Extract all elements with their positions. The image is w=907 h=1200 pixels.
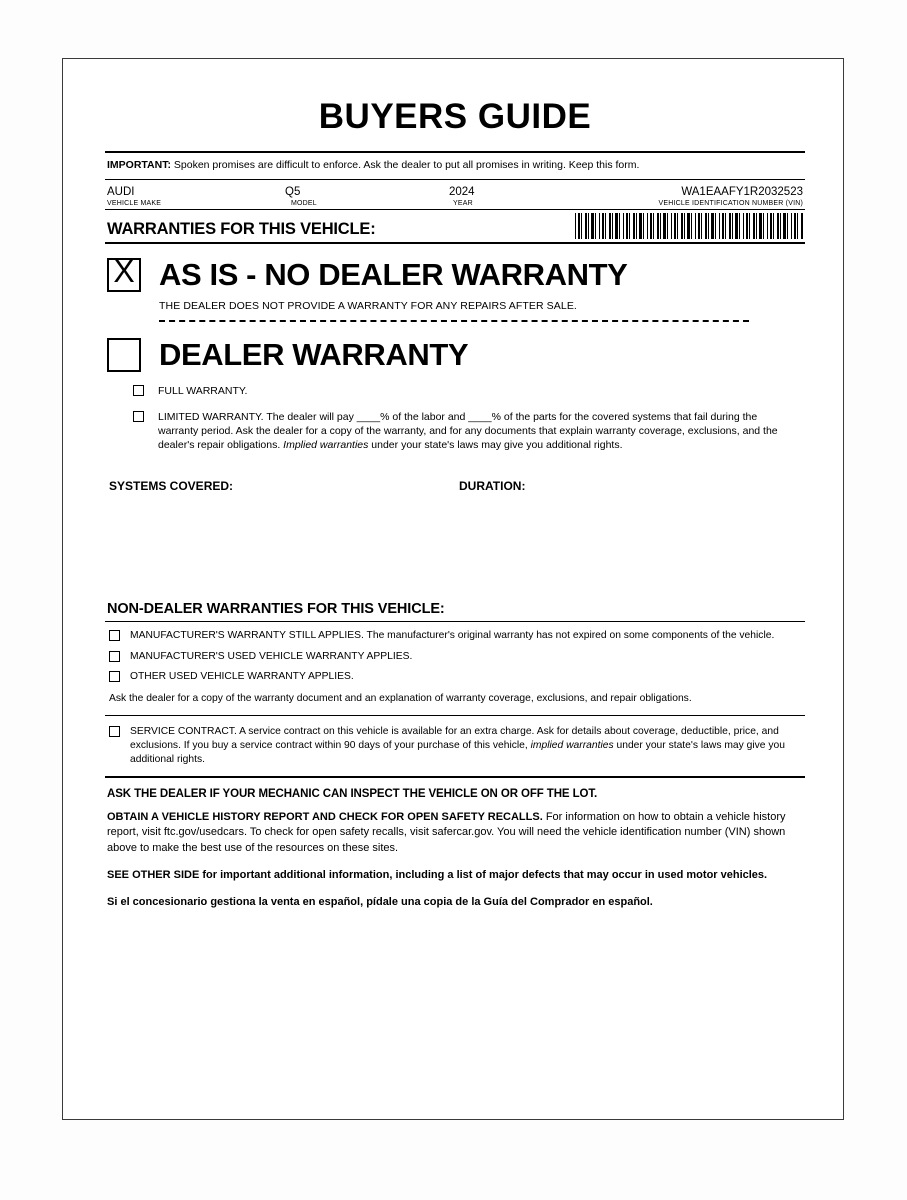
non-dealer-note: Ask the dealer for a copy of the warranty document and an explanation of warranty coverage, exclusions, and repair obligations. — [109, 693, 692, 705]
divider-above-footer — [105, 776, 805, 778]
non-dealer-heading: NON-DEALER WARRANTIES FOR THIS VEHICLE: — [107, 600, 445, 617]
vehicle-info-row — [105, 180, 805, 208]
non-dealer-item-row — [109, 629, 805, 643]
as-is-checkbox[interactable] — [107, 252, 141, 292]
divider-above-service-contract — [105, 715, 805, 716]
vehicle-model-value: Q5 — [285, 185, 301, 198]
vehicle-make-value: AUDI — [107, 185, 135, 198]
service-contract-checkbox[interactable] — [109, 726, 120, 737]
important-label: IMPORTANT: — [107, 159, 171, 171]
form-content — [105, 97, 805, 911]
dashed-separator — [159, 320, 749, 322]
service-contract-label — [130, 725, 795, 767]
important-notice — [105, 153, 805, 179]
vehicle-model-field — [267, 186, 435, 208]
manufacturer-warranty-label: MANUFACTURER'S WARRANTY STILL APPLIES. The manufacturer's original warranty has not expired on some components of the vehicle. — [130, 629, 775, 641]
as-is-check-mark: X — [113, 252, 135, 289]
vehicle-year-label: YEAR — [453, 200, 473, 208]
other-used-warranty-label: OTHER USED VEHICLE WARRANTY APPLIES. — [130, 671, 354, 683]
as-is-subtext: THE DEALER DOES NOT PROVIDE A WARRANTY FOR ANY REPAIRS AFTER SALE. — [159, 299, 577, 312]
limited-warranty-tail: under your state's laws may give you additional rights. — [368, 439, 623, 452]
non-dealer-item-row — [109, 670, 805, 684]
manufacturer-warranty-checkbox[interactable] — [109, 630, 120, 641]
history-report-notice — [107, 810, 803, 856]
limited-warranty-italic: Implied warranties — [283, 439, 369, 452]
inspect-notice: ASK THE DEALER IF YOUR MECHANIC CAN INSPECT THE VEHICLE ON OR OFF THE LOT. — [107, 787, 598, 800]
limited-warranty-row — [133, 410, 805, 453]
non-dealer-item-row — [109, 650, 805, 664]
service-contract-text: SERVICE CONTRACT. A service contract on this vehicle is available for an extra charge. Ask for details about coverage, deductible, price, and exclusions. If you buy a service contract within 90 days of your purchase of this vehicle, — [130, 726, 779, 752]
vehicle-model-label: MODEL — [291, 200, 317, 208]
spanish-notice: Si el concesionario gestiona la venta en español, pídale una copia de la Guía del Comprador en español. — [107, 896, 653, 909]
service-contract-tail: under your state's laws may give you additional rights. — [130, 740, 785, 765]
important-text: Spoken promises are difficult to enforce. Ask the dealer to put all promises in writing. Keep this form. — [173, 159, 640, 171]
page-title: BUYERS GUIDE — [318, 97, 592, 136]
vin-barcode — [575, 213, 803, 239]
duration-label: DURATION: — [459, 478, 526, 493]
full-warranty-row — [133, 384, 805, 398]
dealer-warranty-checkbox[interactable] — [107, 338, 141, 372]
buyers-guide-form — [62, 58, 844, 1120]
see-other-side-notice — [107, 868, 803, 883]
footer-section — [105, 788, 805, 911]
see-other-side-bold: SEE OTHER SIDE — [107, 869, 200, 882]
vehicle-make-field — [107, 186, 267, 208]
divider-under-warranties-header — [105, 242, 805, 244]
full-warranty-label: FULL WARRANTY. — [158, 384, 248, 397]
limited-warranty-text: LIMITED WARRANTY. The dealer will pay ____% of the labor and ____% of the parts for the covered systems that fail during the warranty period. Ask the dealer for a copy of the warranty, and for any documents that explain warranty coverage, exclusions, and the dealer's repair obligations. — [158, 411, 778, 452]
manufacturer-used-warranty-checkbox[interactable] — [109, 651, 120, 662]
service-contract-italic: implied warranties — [530, 740, 614, 752]
see-other-side-text: for important additional information, including a list of major defects that may occur in used motor vehicles. — [199, 869, 768, 882]
dealer-warranty-row — [107, 338, 805, 372]
dealer-warranty-section — [105, 338, 805, 601]
history-report-bold: OBTAIN A VEHICLE HISTORY REPORT AND CHECK FOR OPEN SAFETY RECALLS. — [107, 810, 543, 823]
dealer-warranty-heading: DEALER WARRANTY — [159, 337, 469, 373]
warranties-header: WARRANTIES FOR THIS VEHICLE: — [107, 219, 376, 238]
systems-duration-row — [107, 479, 805, 493]
as-is-row — [107, 252, 805, 293]
systems-covered-blank-area[interactable] — [107, 493, 805, 601]
limited-warranty-label — [158, 410, 798, 453]
limited-warranty-checkbox[interactable] — [133, 411, 144, 422]
service-contract-row — [109, 725, 805, 767]
vehicle-year-field — [435, 186, 599, 208]
vehicle-vin-value: WA1EAAFY1R2032523 — [681, 185, 803, 198]
as-is-heading: AS IS - NO DEALER WARRANTY — [159, 257, 628, 293]
systems-covered-label: SYSTEMS COVERED: — [109, 478, 234, 493]
other-used-warranty-checkbox[interactable] — [109, 671, 120, 682]
vehicle-make-label: VEHICLE MAKE — [107, 200, 162, 208]
vehicle-year-value: 2024 — [449, 185, 475, 198]
warranties-header-row — [105, 210, 805, 242]
as-is-section — [105, 252, 805, 322]
history-report-text: For information on how to obtain a vehicle history report, visit ftc.gov/usedcars. To check for open safety recalls, visit safercar.gov. You will need the vehicle identification number (VIN) shown above to make the best use of the resources on these sites. — [107, 810, 786, 854]
vehicle-vin-label: VEHICLE IDENTIFICATION NUMBER (VIN) — [658, 200, 803, 208]
full-warranty-checkbox[interactable] — [133, 385, 144, 396]
divider-under-non-dealer-heading — [105, 621, 805, 622]
vehicle-vin-field — [599, 186, 803, 208]
manufacturer-used-warranty-label: MANUFACTURER'S USED VEHICLE WARRANTY APPLIES. — [130, 650, 413, 662]
